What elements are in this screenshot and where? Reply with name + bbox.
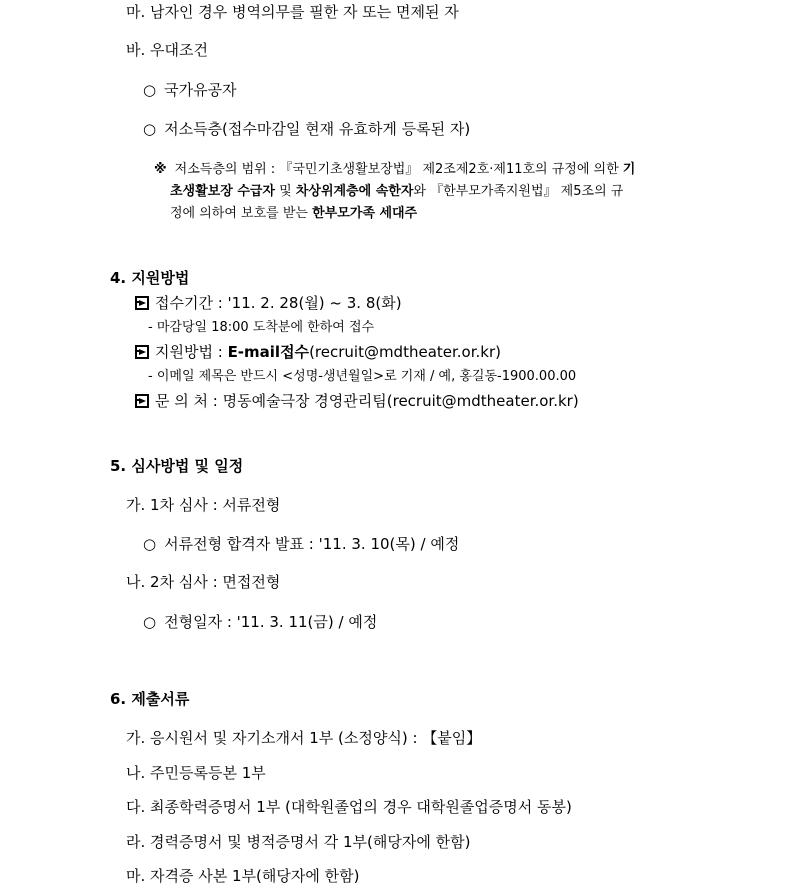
reference-mark-icon: ※ (154, 162, 167, 177)
note-text-bold: 차상위계층에 속한자 (295, 184, 414, 199)
note-text-bold: 기 (622, 162, 636, 177)
note-text: 저소득층의 범위 : 『국민기초생활보장법』 제2조제2호·제11호의 규정에 의한 (174, 162, 623, 177)
document-item-4: 라. 경력증명서 및 병적증명서 각 1부(해당자에 한함) (126, 833, 471, 851)
low-income-note-line-3 (170, 204, 417, 224)
document-item-1: 가. 응시원서 및 자기소개서 1부 (소정양식) : 【붙임】 (126, 729, 482, 747)
circle-bullet-icon: ○ (143, 81, 157, 99)
apply-method-label: 지원방법 : (155, 343, 228, 361)
document-item-2: 나. 주민등록등본 1부 (126, 764, 266, 782)
note-text-bold: 한부모가족 세대주 (312, 206, 418, 221)
section-4-heading: 4. 지원방법 (110, 269, 190, 287)
note-text-bold: 초생활보장 수급자 (170, 184, 275, 199)
section-5-heading: 5. 심사방법 및 일정 (110, 457, 244, 475)
circle-bullet-icon: ○ (143, 613, 157, 631)
first-screening-detail (143, 534, 459, 554)
circle-bullet-icon: ○ (143, 535, 157, 553)
reception-deadline-note: - 마감당일 18:00 도착분에 한하여 접수 (148, 320, 375, 335)
eligibility-item-preference: 바. 우대조건 (126, 41, 208, 59)
document-item-5: 마. 자격증 사본 1부(해당자에 한함) (126, 867, 360, 885)
preference-item-2 (143, 119, 470, 139)
first-screening-detail-text: 서류전형 합격자 발표 : '11. 3. 10(목) / 예정 (164, 535, 460, 553)
contact-info-text: 문 의 처 : 명동예술극장 경영관리팀(recruit@mdtheater.or.kr) (155, 392, 579, 410)
arrow-box-icon (135, 394, 149, 408)
eligibility-item-military: 마. 남자인 경우 병역의무를 필한 자 또는 면제된 자 (126, 3, 459, 21)
apply-method-email-bold: E-mail접수 (227, 343, 310, 361)
arrow-box-icon (135, 345, 149, 359)
note-text: 와 『한부모가족지원법』 제5조의 규 (413, 184, 624, 199)
circle-bullet-icon: ○ (143, 120, 157, 138)
note-text: 정에 의하여 보호를 받는 (170, 206, 313, 221)
document-item-3: 다. 최종학력증명서 1부 (대학원졸업의 경우 대학원졸업증명서 동봉) (126, 798, 572, 816)
second-screening-detail-text: 전형일자 : '11. 3. 11(금) / 예정 (164, 613, 378, 631)
note-text: 및 (275, 184, 296, 199)
section-6-heading: 6. 제출서류 (110, 690, 190, 708)
second-screening: 나. 2차 심사 : 면접전형 (126, 573, 281, 591)
apply-method (135, 342, 501, 362)
preference-item-1 (143, 80, 237, 100)
low-income-note-line-2 (170, 182, 623, 202)
reception-period-text: 접수기간 : '11. 2. 28(월) ~ 3. 8(화) (155, 294, 402, 312)
preference-label-2: 저소득층(접수마감일 현재 유효하게 등록된 자) (164, 120, 471, 138)
email-subject-note: - 이메일 제목은 반드시 <성명-생년월일>로 기재 / 예, 홍길동-1900.00.00 (148, 369, 577, 384)
reception-period (135, 293, 402, 313)
apply-method-email-address: (recruit@mdtheater.or.kr) (309, 343, 502, 361)
low-income-note-line-1 (154, 160, 635, 180)
contact-info (135, 391, 579, 411)
preference-label-1: 국가유공자 (164, 81, 237, 99)
second-screening-detail (143, 612, 377, 632)
first-screening: 가. 1차 심사 : 서류전형 (126, 496, 281, 514)
arrow-box-icon (135, 296, 149, 310)
